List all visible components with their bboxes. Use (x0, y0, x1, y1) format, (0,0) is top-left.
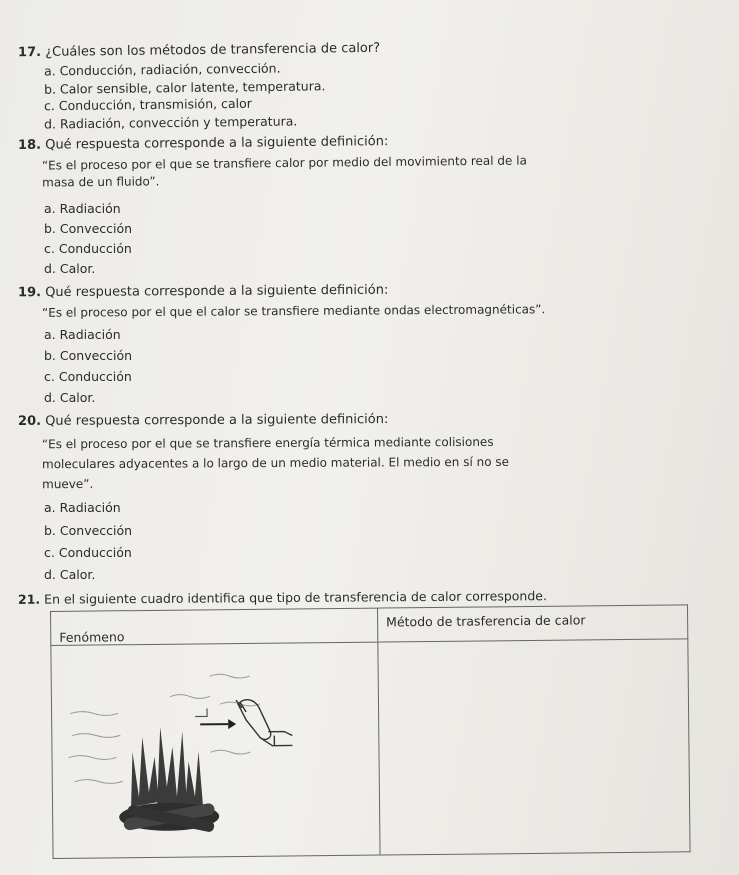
metodo-answer-cell[interactable] (378, 639, 690, 855)
column-header-metodo: Método de trasferencia de calor (377, 605, 687, 642)
question-number: 21. (17, 591, 41, 607)
column-header-fenomeno: Fenómeno (51, 608, 378, 645)
q18-option-a: a. Radiación (44, 201, 121, 216)
question-text: Qué respuesta corresponde a la siguiente definición: (45, 412, 389, 429)
q19-option-c: c. Conducción (44, 369, 132, 384)
q18-option-d: d. Calor. (44, 261, 96, 276)
q19-option-a: a. Radiación (44, 327, 121, 342)
hand-near-campfire-illustration (59, 655, 301, 848)
hand (236, 699, 292, 746)
q17-option-b: b. Calor sensible, calor latente, temperatura. (43, 78, 326, 97)
question-text: Qué respuesta corresponde a la siguiente definición: (45, 282, 389, 301)
q19-option-b: b. Convección (44, 348, 133, 363)
logs (119, 802, 219, 833)
question-number: 17. (17, 44, 42, 61)
q17-option-d: d. Radiación, convección y temperatura. (43, 113, 298, 132)
question-20 (18, 412, 388, 430)
question-number: 20. (17, 413, 42, 429)
q20-option-b: b. Convección (44, 523, 133, 538)
question-text: ¿Cuáles son los métodos de transferencia de calor? (45, 40, 381, 60)
question-text: En el siguiente cuadro identifica que tipo de transferencia de calor corresponde. (44, 588, 547, 607)
q20-option-d: d. Calor. (44, 567, 96, 582)
question-21 (18, 588, 547, 608)
q18-definition: “Es el proceso por el que se transfiere calor por medio del movimiento real de la masa de un fluido”. (41, 153, 527, 190)
heat-arrow (195, 708, 236, 729)
heat-transfer-table (50, 604, 691, 859)
question-17 (18, 41, 380, 61)
q20-option-c: c. Conducción (44, 545, 132, 560)
q18-option-b: b. Convección (44, 221, 133, 236)
question-number: 18. (17, 137, 42, 153)
fenomeno-cell (51, 642, 380, 858)
question-19 (18, 283, 388, 302)
flames (130, 726, 203, 807)
question-text: Qué respuesta corresponde a la siguiente definición: (45, 134, 389, 153)
q20-option-a: a. Radiación (44, 500, 121, 515)
q19-definition: “Es el proceso por el que el calor se transfiere mediante ondas electromagnéticas”. (41, 302, 546, 320)
q20-definition: “Es el proceso por el que se transfiere energía térmica mediante colisiones moleculares adyacentes a lo largo de un medio material. El medio en sí no se mueve”. (41, 434, 510, 492)
question-number: 19. (17, 285, 42, 301)
q17-option-a: a. Conducción, radiación, convección. (43, 60, 281, 79)
q17-option-c: c. Conducción, transmisión, calor (43, 95, 252, 114)
question-18 (18, 134, 388, 154)
q18-option-c: c. Conducción (44, 241, 132, 256)
q19-option-d: d. Calor. (44, 390, 96, 405)
